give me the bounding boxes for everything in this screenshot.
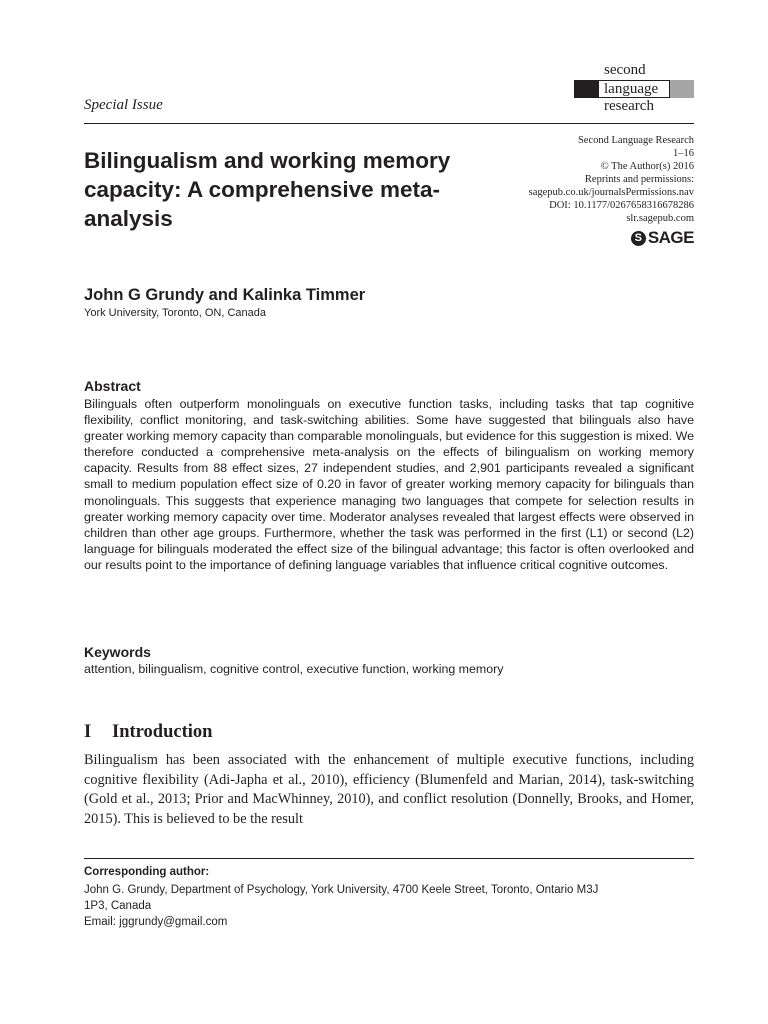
meta-pages: 1–16 xyxy=(673,148,694,159)
keywords-text: attention, bilingualism, cognitive control, executive function, working memory xyxy=(84,662,504,676)
abstract-text: Bilinguals often outperform monolinguals on executive function tasks, including tasks that tap cognitive flexibility, conflict monitoring, and task-switching abilities. Some have suggested that bilinguals also have greater working memory capacity than comparable monolinguals, but evidence for this suggestion is mixed. We therefore conducted a comprehensive meta-analysis on the effects of bilingualism on working memory capacity. Results from 88 effect sizes, 27 independent studies, and 2,901 participants revealed a significant small to medium population effect size of 0.20 in favor of greater working memory capacity for bilinguals than monolinguals. This suggests that experience managing two languages that compete for selection results in greater working memory capacity over time. Moderator analyses revealed that largest effects were observed in children than other age groups. Furthermore, whether the task was performed in the first (L1) or second (L2) language for bilinguals moderated the effect size of the bilingual advantage; this factor is often overlooked and our results point to the importance of defining language variables that influence critical cognitive outcomes. xyxy=(84,397,694,572)
section-heading-introduction xyxy=(84,722,212,743)
keywords-heading: Keywords xyxy=(84,644,151,660)
abstract-heading: Abstract xyxy=(84,378,141,394)
corresponding-email[interactable]: Email: jggrundy@gmail.com xyxy=(84,916,228,928)
meta-doi[interactable]: DOI: 10.1177/0267658316678286 xyxy=(549,200,694,211)
publication-meta xyxy=(464,134,694,225)
meta-permissions-link[interactable]: sagepub.co.uk/journalsPermissions.nav xyxy=(528,187,694,198)
introduction-text: Bilingualism has been associated with the enhancement of multiple executive functions, including cognitive flexibility (Adi-Japha et al., 2010), efficiency (Blumenfeld and Marian, 2014), task-switching (Gold et al., 2013; Prior and MacWhinney, 2010), and conflict resolution (Donnelly, Brooks, and Homer, 2015). This is believed to be the result xyxy=(84,752,694,827)
logo-bar-grey xyxy=(670,80,694,98)
section-number: I xyxy=(84,722,92,742)
header-rule xyxy=(84,123,694,124)
section-label: Special Issue xyxy=(84,97,163,113)
logo-word-language: language xyxy=(604,81,659,97)
meta-reprints: Reprints and permissions: xyxy=(584,174,694,185)
journal-logo xyxy=(574,62,694,114)
meta-site-link[interactable]: slr.sagepub.com xyxy=(626,213,694,224)
corresponding-author-heading: Corresponding author: xyxy=(84,866,210,878)
meta-copyright: © The Author(s) 2016 xyxy=(600,161,694,172)
logo-word-research: research xyxy=(604,98,654,114)
logo-bar-black xyxy=(574,80,598,98)
corresponding-author-details xyxy=(84,882,684,930)
meta-journal: Second Language Research xyxy=(577,135,694,146)
affiliation: York University, Toronto, ON, Canada xyxy=(84,307,266,319)
logo-word-second: second xyxy=(604,62,646,78)
section-title: Introduction xyxy=(112,722,213,742)
publisher-logo xyxy=(631,228,694,248)
corresponding-address-line2: 1P3, Canada xyxy=(84,900,152,912)
authors: John G Grundy and Kalinka Timmer xyxy=(84,286,366,304)
footnote-rule xyxy=(84,858,694,859)
corresponding-address-line1: John G. Grundy, Department of Psychology, York University, 4700 Keele Street, Toronto, Ontario M3J xyxy=(84,884,599,896)
paper-title: Bilingualism and working memory capacity: A comprehensive meta-analysis xyxy=(84,148,451,231)
sage-logo-icon: S xyxy=(631,231,646,246)
publisher-name: SAGE xyxy=(647,228,694,247)
